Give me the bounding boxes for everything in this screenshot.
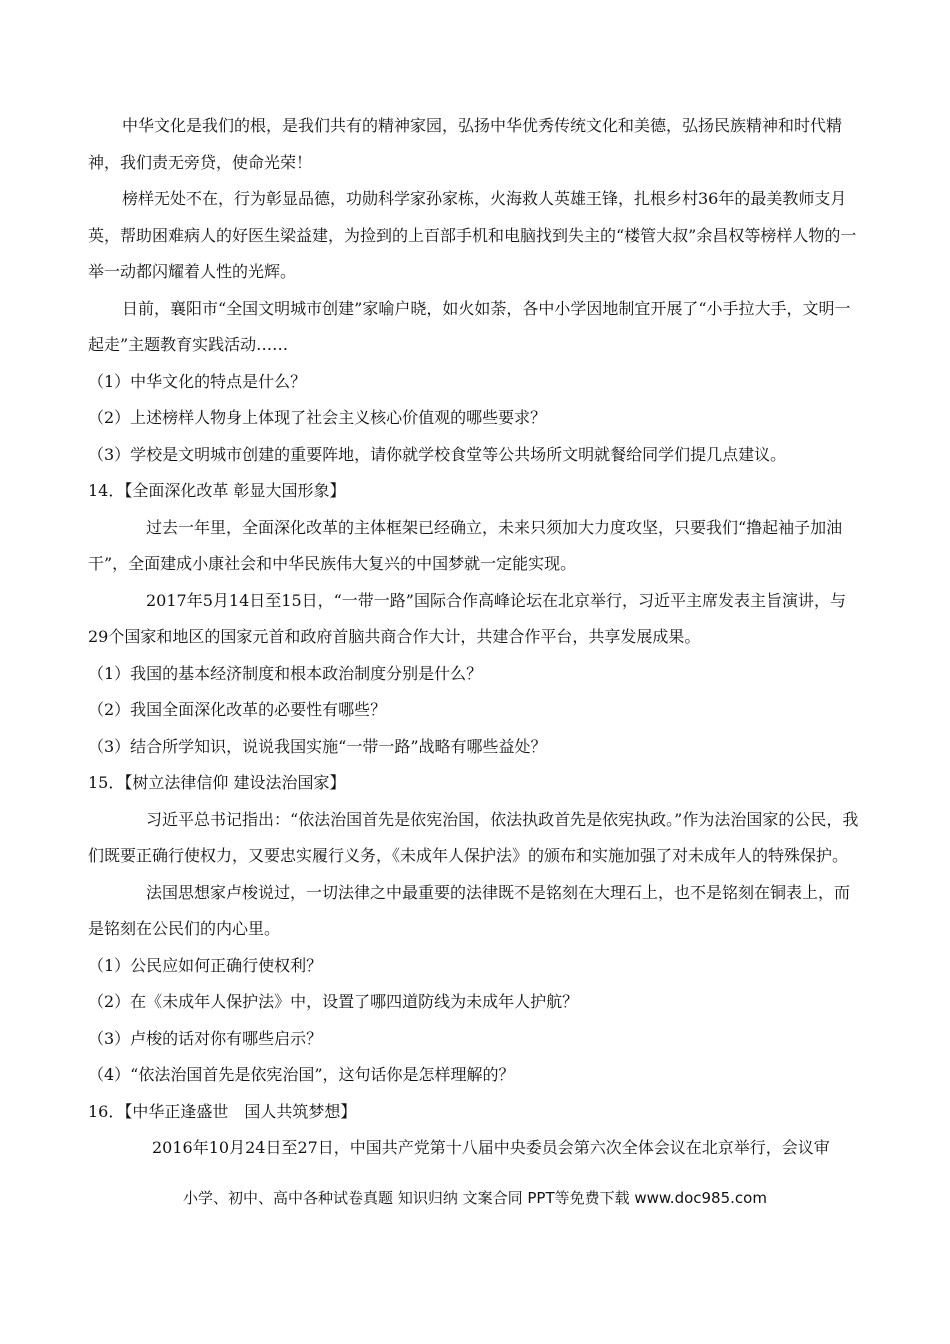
q14-question-1: （1）我国的基本经济制度和根本政治制度分别是什么？ xyxy=(88,663,483,683)
q13-paragraph-3: 日前，襄阳市“全国文明城市创建”家喻户晓，如火如荼，各中小学因地制宜开展了“小手拉大手，文明一起走”主题教育实践活动…… xyxy=(88,298,851,354)
q14-paragraph-1: 过去一年里，全面深化改革的主体框架已经确立，未来只须加大力度攻坚，只要我们“撸起袖子加油干”，全面建成小康社会和中华民族伟大复兴的中国梦就一定能实现。 xyxy=(88,517,843,573)
q13-question-1: （1）中华文化的特点是什么？ xyxy=(88,371,307,391)
q14-question-2: （2）我国全面深化改革的必要性有哪些？ xyxy=(88,700,387,719)
q15-question-1: （1）公民应如何正确行使权利？ xyxy=(88,955,323,975)
q15-heading: 15．【树立法律信仰 建设法治国家】 xyxy=(88,773,346,792)
q16-heading: 16．【中华正逢盛世 国人共筑梦想】 xyxy=(88,1101,357,1121)
q14-paragraph-2: 2017年5月14日至15日，“一带一路”国际合作高峰论坛在北京举行，习近平主席发表主旨演讲，与29个国家和地区的国家元首和政府首脑共商合作大计，共建合作平台，共享发展成果。 xyxy=(88,590,846,646)
page-footer: 小学、初中、高中各种试卷真题 知识归纳 文案合同 PPT等免费下载 www.doc985.com xyxy=(183,1189,767,1207)
q14-question-3: （3）结合所学知识，说说我国实施“一带一路”战略有哪些益处？ xyxy=(88,736,547,756)
q13-question-3: （3）学校是文明城市创建的重要阵地，请你就学校食堂等公共场所文明就餐给同学们提几点建议。 xyxy=(88,444,787,464)
q15-question-2: （2）在《未成年人保护法》中，设置了哪四道防线为未成年人护航？ xyxy=(88,992,579,1011)
q13-paragraph-1: 中华文化是我们的根，是我们共有的精神家园，弘扬中华优秀传统文化和美德，弘扬民族精神和时代精神，我们责无旁贷，使命光荣！ xyxy=(88,116,843,172)
q15-question-4: （4）“依法治国首先是依宪治国”，这句话你是怎样理解的？ xyxy=(88,1065,515,1084)
q13-question-2: （2）上述榜样人物身上体现了社会主义核心价值观的哪些要求？ xyxy=(88,408,547,427)
q15-paragraph-2: 法国思想家卢梭说过，一切法律之中最重要的法律既不是铭刻在大理石上，也不是铭刻在铜表上，而是铭刻在公民们的内心里。 xyxy=(88,882,851,938)
q15-question-3: （3）卢梭的话对你有哪些启示？ xyxy=(88,1028,323,1048)
document-body xyxy=(88,108,864,1167)
q13-paragraph-2: 榜样无处不在，行为彰显品德，功勋科学家孙家栋，火海救人英雄王锋，扎根乡村36年的最美教师支月英，帮助困难病人的好医生梁益建，为捡到的上百部手机和电脑找到失主的“楼管大叔”余昌权等榜样人物的一举一动都闪耀着人性的光辉。 xyxy=(88,189,857,281)
q16-paragraph-1: 2016年10月24日至27日，中国共产党第十八届中央委员会第六次全体会议在北京举行，会议审 xyxy=(152,1138,830,1157)
q15-paragraph-1: 习近平总书记指出：“依法治国首先是依宪治国，依法执政首先是依宪执政。”作为法治国家的公民，我们既要正确行使权力，又要忠实履行义务，《未成年人保护法》的颁布和实施加强了对未成年人的特殊保护。 xyxy=(88,809,859,865)
q14-heading: 14．【全面深化改革 彰显大国形象】 xyxy=(88,481,346,500)
